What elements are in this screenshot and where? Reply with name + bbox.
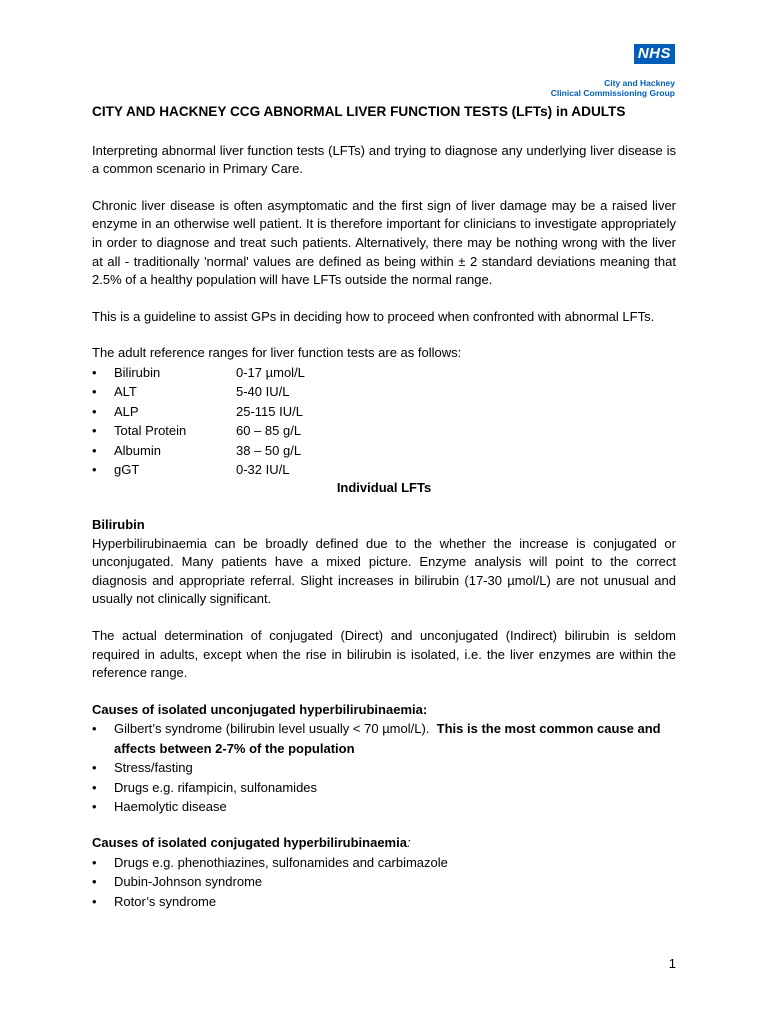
nhs-logo: NHS [634, 44, 675, 64]
reference-ranges-list [92, 363, 676, 479]
list-item [92, 460, 676, 479]
test-range: 25-115 IU/L [236, 403, 303, 419]
unconjugated-causes-list [92, 719, 676, 816]
bullet-icon: • [92, 874, 97, 890]
list-item-text: Rotor’s syndrome [114, 893, 217, 909]
test-range: 60 – 85 g/L [236, 423, 302, 439]
test-range: 5-40 IU/L [236, 384, 290, 400]
list-item [92, 363, 676, 382]
reference-ranges-intro: The adult reference ranges for liver function tests are as follows: [92, 345, 462, 361]
bilirubin-paragraph-2: The actual determination of conjugated (Direct) and unconjugated (Indirect) bilirubin is seldom required in adults, except when the rise in bilirubin is isolated, i.e. the liver enzymes are within the reference range. [92, 627, 676, 681]
bullet-icon: • [92, 721, 97, 737]
test-name: Albumin [114, 442, 161, 458]
bilirubin-paragraph-1: Hyperbilirubinaemia can be broadly defined due to the whether the increase is conjugated or unconjugated. Many patients have a mixed picture. Enzyme analysis will point to the correct diagnosis and appropriate referral. Slight increases in bilirubin (17-30 µmol/L) are not unusual and usually not clinically significant. [92, 535, 676, 607]
intro-paragraph-1: Interpreting abnormal liver function tests (LFTs) and trying to diagnose any underlying liver disease is a common scenario in Primary Care. [92, 142, 676, 177]
test-name: Total Protein [114, 423, 187, 439]
bullet-icon: • [92, 364, 97, 380]
bullet-icon: • [92, 779, 97, 795]
list-item [92, 778, 676, 797]
org-name-line-1: City and Hackney [604, 78, 675, 88]
conjugated-causes-heading [92, 834, 676, 853]
nhs-header [551, 44, 675, 98]
individual-lfts-heading: Individual LFTs [336, 480, 432, 496]
test-name: gGT [114, 461, 140, 477]
test-range: 38 – 50 g/L [236, 442, 302, 458]
bullet-icon: • [92, 384, 97, 400]
list-item [92, 719, 676, 758]
bilirubin-heading: Bilirubin [92, 516, 145, 532]
conjugated-causes-heading-text: Causes of isolated conjugated hyperbilirubinaemia [92, 835, 407, 851]
conjugated-causes-list [92, 853, 676, 911]
list-item-text: Stress/fasting [114, 760, 193, 776]
list-item-text: Haemolytic disease [114, 798, 227, 814]
test-name: ALT [114, 384, 137, 400]
intro-paragraph-3: This is a guideline to assist GPs in deciding how to proceed when confronted with abnormal LFTs. [92, 308, 655, 324]
org-name-line-2: Clinical Commissioning Group [550, 88, 675, 98]
bullet-icon: • [92, 760, 97, 776]
list-item-text: Drugs e.g. phenothiazines, sulfonamides and carbimazole [114, 854, 448, 870]
list-item [92, 892, 676, 911]
bullet-icon: • [92, 442, 97, 458]
list-item [92, 421, 676, 440]
page-number: 1 [668, 956, 676, 971]
bullet-icon: • [92, 798, 97, 814]
unconjugated-causes-heading: Causes of isolated unconjugated hyperbilirubinaemia: [92, 701, 428, 717]
list-item-text: Dubin-Johnson syndrome [114, 874, 263, 890]
bullet-icon: • [92, 403, 97, 419]
intro-paragraph-2: Chronic liver disease is often asymptomatic and the first sign of liver damage may be a raised liver enzyme in an otherwise well patient. It is therefore important for clinicians to investigate appropriately in order to diagnose and treat such patients. Alternatively, there may be nothing wrong with the liver at all - traditionally 'normal' values are defined as being within ± 2 standard deviations meaning that 2.5% of a healthy population will have LFTs outside the normal range. [92, 197, 676, 288]
list-item [92, 758, 676, 777]
list-item [92, 797, 676, 816]
organisation-name [551, 78, 675, 98]
test-name: ALP [114, 403, 139, 419]
test-name: Bilirubin [114, 364, 161, 380]
document-body [92, 103, 676, 911]
list-item [92, 441, 676, 460]
test-range: 0-32 IU/L [236, 461, 290, 477]
test-range: 0-17 µmol/L [236, 364, 305, 380]
gilbert-syndrome-note: This is the most common cause and affects between 2-7% of the population [114, 721, 661, 756]
bullet-icon: • [92, 423, 97, 439]
list-item [92, 872, 676, 891]
list-item-text: Drugs e.g. rifampicin, sulfonamides [114, 779, 318, 795]
bullet-icon: • [92, 854, 97, 870]
gilbert-syndrome-text: Gilbert’s syndrome (bilirubin level usually < 70 µmol/L). [114, 721, 430, 737]
list-item [92, 382, 676, 401]
bullet-icon: • [92, 461, 97, 477]
bullet-icon: • [92, 893, 97, 909]
document-title: CITY AND HACKNEY CCG ABNORMAL LIVER FUNCTION TESTS (LFTs) in ADULTS [92, 104, 626, 119]
list-item [92, 402, 676, 421]
list-item [92, 853, 676, 872]
conjugated-causes-heading-colon: : [406, 835, 411, 851]
